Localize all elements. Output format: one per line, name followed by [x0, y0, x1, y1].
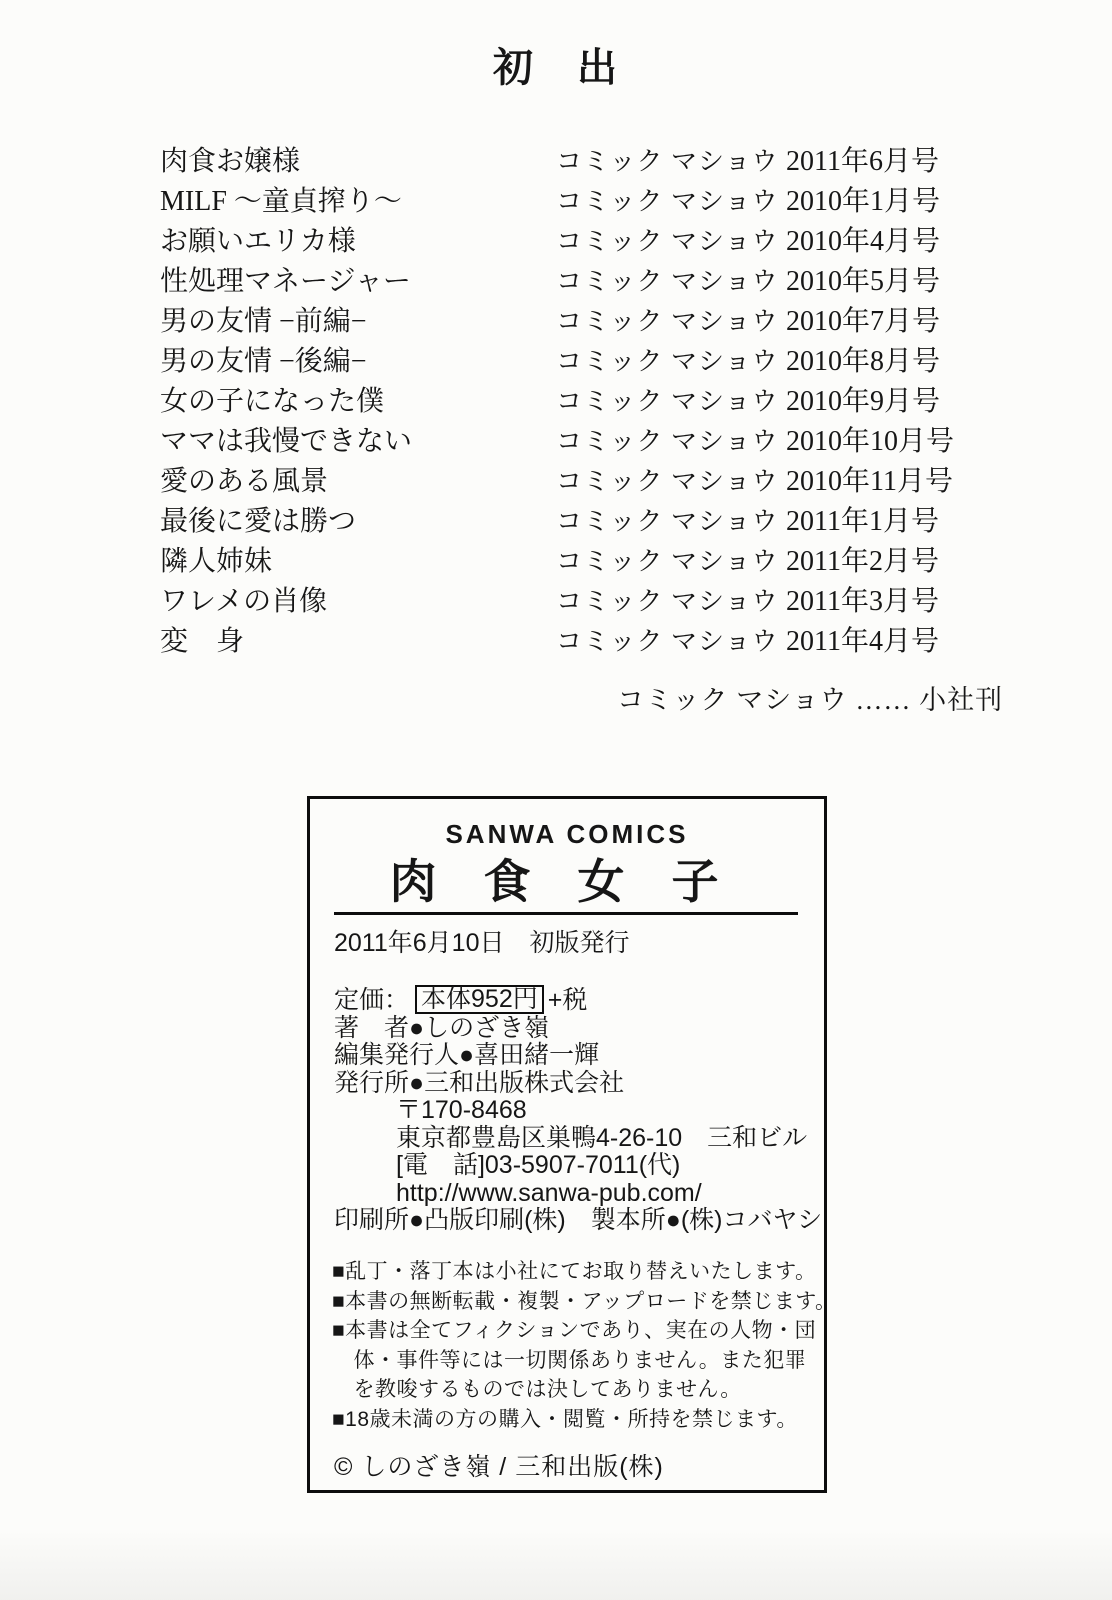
notice-line: ■乱丁・落丁本は小社にてお取り替えいたします。 — [332, 1260, 817, 1283]
issue-date: 2011年4月号 — [786, 626, 939, 657]
pub-list-row — [160, 462, 970, 502]
pub-list-row — [160, 302, 970, 342]
magazine-name: コミック マショウ — [556, 627, 779, 656]
issue-date: 2010年10月号 — [786, 426, 955, 457]
credit-line: 編集発行人●喜田緒一輝 — [334, 1041, 600, 1069]
magazine-name: コミック マショウ — [556, 387, 779, 416]
pub-list-row — [160, 622, 970, 662]
printer-line: 印刷所●凸版印刷(株) 製本所●(株)コバヤシ — [334, 1206, 823, 1234]
price-label: 定価： — [334, 986, 410, 1014]
magazine-name: コミック マショウ — [556, 147, 779, 176]
pub-list-row — [160, 422, 970, 462]
notice-line: を教唆するものでは決してありません。 — [332, 1378, 742, 1401]
chapter-title: 肉食お嬢様 — [160, 146, 301, 177]
pub-list-row — [160, 342, 970, 382]
book-title: 肉 食 女 子 — [389, 857, 719, 909]
page-title: 初 出 — [493, 45, 619, 90]
pub-list-row — [160, 502, 970, 542]
magazine-name: コミック マショウ — [556, 347, 779, 376]
magazine-name: コミック マショウ — [556, 307, 779, 336]
price-boxed-value: 本体952円 — [415, 985, 544, 1014]
pub-list-row — [160, 262, 970, 302]
address-line: 〒170-8468 — [396, 1096, 527, 1124]
chapter-title: 変 身 — [160, 626, 245, 657]
address-line: [電 話]03-5907-7011(代) — [396, 1151, 681, 1179]
colophon-box — [307, 796, 837, 1493]
publication-info — [334, 985, 823, 1235]
chapter-title: 男の友情 −前編− — [160, 306, 367, 337]
price-suffix: +税 — [547, 986, 588, 1014]
issue-date: 2010年11月号 — [786, 466, 953, 497]
price-line — [334, 985, 812, 1015]
pub-list-row — [160, 382, 970, 422]
magazine-name: コミック マショウ — [556, 227, 779, 256]
pub-list-row — [160, 142, 970, 182]
notice-line: ■18歳未満の方の購入・閲覧・所持を禁じます。 — [332, 1407, 798, 1431]
divider — [334, 912, 798, 915]
issue-date: 2010年1月号 — [786, 186, 941, 217]
magazine-name: コミック マショウ — [556, 187, 779, 216]
magazine-name: コミック マショウ — [556, 587, 779, 616]
chapter-title: 性処理マネージャー — [160, 266, 411, 297]
edition-date-line: 2011年6月10日 初版発行 — [334, 929, 630, 957]
issue-date: 2010年7月号 — [786, 306, 941, 337]
issue-date: 2011年2月号 — [786, 546, 939, 577]
copyright-line: © しのざき嶺 / 三和出版(株) — [334, 1453, 664, 1481]
chapter-title: 女の子になった僕 — [160, 386, 385, 417]
chapter-title: 男の友情 −後編− — [160, 346, 367, 377]
magazine-name: コミック マショウ — [556, 267, 779, 296]
chapter-title: ワレメの肖像 — [160, 586, 328, 617]
credit-line: 発行所●三和出版株式会社 — [334, 1068, 625, 1097]
magazine-name: コミック マショウ — [556, 547, 779, 576]
magazine-name: コミック マショウ — [556, 507, 779, 536]
imprint-label: SANWA COMICS — [445, 819, 689, 849]
chapter-title: 愛のある風景 — [160, 466, 329, 497]
magazine-name: コミック マショウ — [556, 467, 779, 496]
chapter-title: MILF ～童貞搾り～ — [160, 186, 402, 217]
magazine-publisher-footnote: コミック マショウ …… 小社刊 — [617, 685, 1004, 715]
magazine-name: コミック マショウ — [556, 427, 779, 456]
pub-list-row — [160, 582, 970, 622]
notice-line: ■本書の無断転載・複製・アップロードを禁じます。 — [332, 1289, 837, 1313]
issue-date: 2011年6月号 — [786, 146, 939, 177]
chapter-title: 最後に愛は勝つ — [160, 506, 357, 537]
notice-line: 体・事件等には一切関係ありません。また犯罪 — [332, 1348, 807, 1372]
issue-date: 2010年8月号 — [786, 346, 941, 377]
issue-date: 2010年9月号 — [786, 386, 941, 417]
chapter-title: 隣人姉妹 — [160, 546, 273, 577]
pub-list-row — [160, 542, 970, 582]
issue-date: 2010年5月号 — [786, 266, 941, 297]
pub-list-row — [160, 182, 970, 222]
chapter-title: ママは我慢できない — [160, 426, 413, 457]
address-line: 東京都豊島区巣鴨4-26-10 三和ビル — [396, 1123, 808, 1152]
scan-shadow — [0, 1530, 1112, 1600]
issue-date: 2011年3月号 — [786, 586, 939, 617]
credit-line: 著 者●しのざき嶺 — [334, 1013, 550, 1042]
address-line: http://www.sanwa-pub.com/ — [396, 1178, 702, 1207]
notice-line: ■本書は全てフィクションであり、実在の人物・団 — [332, 1319, 817, 1342]
chapter-title: お願いエリカ様 — [160, 226, 356, 257]
pub-list-row — [160, 222, 970, 262]
issue-date: 2010年4月号 — [786, 226, 941, 257]
legal-notices — [332, 1257, 837, 1434]
first-publication-list — [160, 142, 970, 662]
issue-date: 2011年1月号 — [786, 506, 939, 537]
